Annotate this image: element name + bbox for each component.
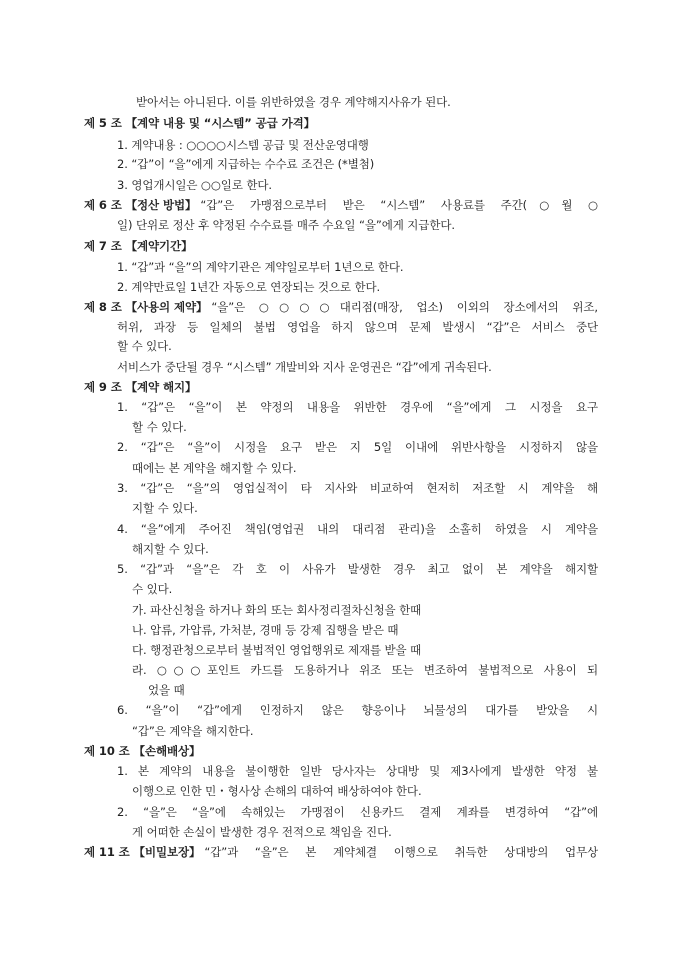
article-title: 【손해배상】 bbox=[133, 744, 201, 758]
article-number: 제 8 조 bbox=[84, 300, 122, 314]
body-line: 일) 단위로 정산 후 약정된 수수료를 매주 수요일 “을”에게 지급한다. bbox=[117, 218, 455, 232]
article-number: 제 10 조 bbox=[84, 744, 130, 758]
article-number: 제 6 조 bbox=[84, 198, 122, 212]
article-title: 【계약 내용 및 “시스템” 공급 가격】 bbox=[125, 116, 315, 130]
article-text: “갑”과 “을”은 본 계약체결 이행으로 취득한 상대방의 업무상 bbox=[204, 845, 598, 859]
body-line: 받아서는 아니된다. 이를 위반하였을 경우 계약해지사유가 된다. bbox=[136, 95, 451, 109]
list-item: 5. “갑”과 “을”은 각 호 이 사유가 발생한 경우 최고 없이 본 계약을 해지할 bbox=[117, 562, 598, 576]
list-item-continuation: 수 있다. bbox=[132, 582, 173, 596]
article-8-heading bbox=[84, 298, 598, 316]
article-7-heading bbox=[84, 237, 192, 255]
article-number: 제 7 조 bbox=[84, 239, 122, 253]
list-item-continuation: “갑”은 계약을 해지한다. bbox=[132, 724, 254, 738]
article-11-heading bbox=[84, 843, 598, 861]
list-item: 1. “갑”은 “을”이 본 약정의 내용을 위반한 경우에 “을”에게 그 시정을 요구 bbox=[117, 400, 598, 414]
article-title: 【계약 해지】 bbox=[125, 380, 197, 394]
list-item: 2. “갑”이 “을”에게 지급하는 수수료 조건은 (*별첨) bbox=[117, 157, 375, 171]
article-title: 【비밀보장】 bbox=[133, 845, 201, 859]
list-item-continuation: 할 수 있다. bbox=[132, 420, 187, 434]
body-line: 서비스가 중단될 경우 “시스템” 개발비와 지사 운영권은 “갑”에게 귀속된다. bbox=[117, 360, 492, 374]
article-number: 제 5 조 bbox=[84, 116, 122, 130]
list-item: 6. “을”이 “갑”에게 인정하지 않은 향응이나 뇌물성의 대가를 받았을 시 bbox=[117, 703, 598, 717]
body-line: 할 수 있다. bbox=[117, 339, 172, 353]
list-item: 3. 영업개시일은 ○○일로 한다. bbox=[117, 178, 272, 192]
list-item-continuation: 해지할 수 있다. bbox=[132, 542, 209, 556]
list-item: 1. “갑”과 “을”의 계약기관은 계약일로부터 1년으로 한다. bbox=[117, 260, 404, 274]
article-9-heading bbox=[84, 378, 196, 396]
sub-list-item-continuation: 었을 때 bbox=[148, 683, 185, 697]
article-6-heading bbox=[84, 196, 598, 214]
list-item: 3. “갑”은 “을”의 영업실적이 타 지사와 비교하여 현저히 저조할 시 계약을 해 bbox=[117, 481, 598, 495]
article-title: 【사용의 제약】 bbox=[125, 300, 208, 314]
sub-list-item: 다. 행정관청으로부터 불법적인 영업행위로 제재를 받을 때 bbox=[132, 643, 422, 657]
article-number: 제 11 조 bbox=[84, 845, 130, 859]
list-item: 1. 계약내용 : ○○○○시스템 공급 및 전산운영대행 bbox=[117, 138, 369, 152]
sub-list-item: 나. 압류, 가압류, 가처분, 경매 등 강제 집행을 받은 때 bbox=[132, 623, 399, 637]
list-item: 2. “갑”은 “을”이 시정을 요구 받은 지 5일 이내에 위반사항을 시정하지 않을 bbox=[117, 440, 598, 454]
list-item: 2. 계약만료일 1년간 자동으로 연장되는 것으로 한다. bbox=[117, 280, 381, 294]
list-item-continuation: 지할 수 있다. bbox=[132, 501, 198, 515]
list-item: 1. 본 계약의 내용을 불이행한 일반 당사자는 상대방 및 제3사에게 발생한 약정 불 bbox=[117, 764, 598, 778]
article-text: “을”은 ○○○○대리점(매장, 업소) 이외의 장소에서의 위조, bbox=[211, 300, 598, 314]
list-item-continuation: 이행으로 인한 민・형사상 손해의 대하여 배상하여야 한다. bbox=[132, 784, 422, 798]
article-title: 【계약기간】 bbox=[125, 239, 193, 253]
article-5-heading bbox=[84, 114, 315, 132]
article-10-heading bbox=[84, 742, 200, 760]
body-line: 허위, 과장 등 일체의 불법 영업을 하지 않으며 문제 발생시 “갑”은 서비스 중단 bbox=[117, 320, 598, 334]
article-number: 제 9 조 bbox=[84, 380, 122, 394]
article-text: “갑”은 가맹점으로부터 받은 “시스템” 사용료를 주간(○월 ○ bbox=[200, 198, 598, 212]
list-item: 2. “을”은 “을”에 속해있는 가맹점이 신용카드 결제 계좌를 변경하여 “갑”에 bbox=[117, 805, 598, 819]
list-item-continuation: 때에는 본 계약을 해지할 수 있다. bbox=[132, 461, 297, 475]
list-item-continuation: 게 어떠한 손실이 발생한 경우 전적으로 책임을 진다. bbox=[132, 825, 392, 839]
list-item: 4. “을”에게 주어진 책임(영업권 내의 대리점 관리)을 소홀히 하였을 시 계약을 bbox=[117, 522, 598, 536]
sub-list-item: 라. ○○○포인트 카드를 도용하거나 위조 또는 변조하여 불법적으로 사용이 되 bbox=[132, 663, 598, 677]
sub-list-item: 가. 파산신청을 하거나 화의 또는 회사정리절차신청을 한때 bbox=[132, 603, 422, 617]
article-title: 【정산 방법】 bbox=[125, 198, 197, 212]
